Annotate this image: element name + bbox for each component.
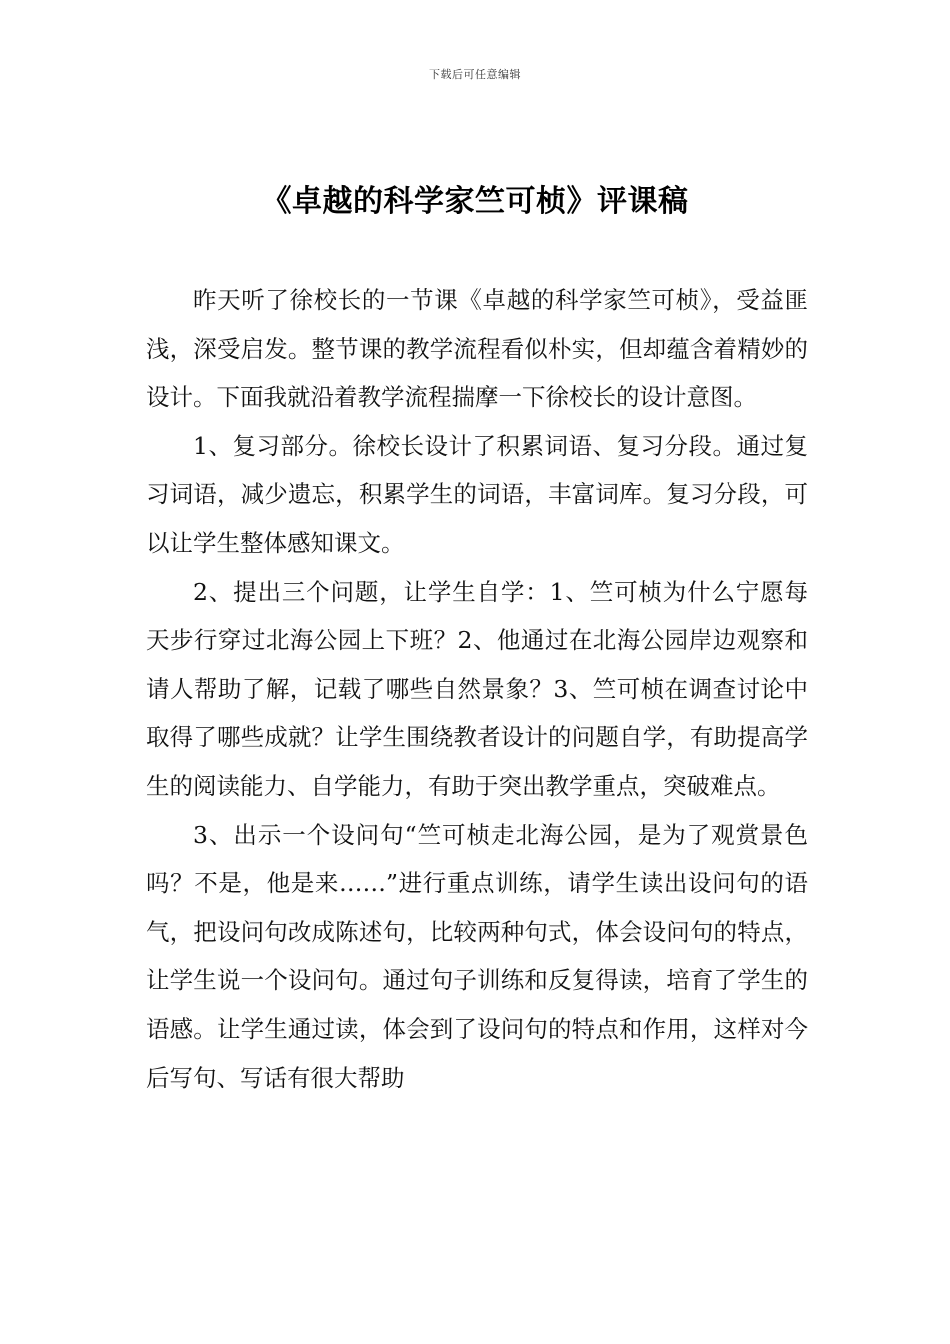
document-title: 《卓越的科学家竺可桢》评课稿 (261, 184, 689, 219)
paragraph-review: 1、复习部分。徐校长设计了积累词语、复习分段。通过复习词语，减少遗忘，积累学生的词语，丰富词库。复习分段，可以让学生整体感知课文。 (146, 431, 808, 557)
paragraph-intro: 昨天听了徐校长的一节课《卓越的科学家竺可桢》，受益匪浅，深受启发。整节课的教学流程看似朴实，但却蕴含着精妙的设计。下面我就沿着教学流程揣摩一下徐校长的设计意图。 (146, 286, 808, 412)
document-body (146, 276, 808, 1102)
paragraph-rhetorical-question: 3、出示一个设问句“竺可桢走北海公园，是为了观赏景色吗？不是，他是来……”进行重点训练，请学生读出设问句的语气，把设问句改成陈述句，比较两种句式，体会设问句的特点，让学生说一个设问句。通过句子训练和反复得读，培育了学生的语感。让学生通过读，体会到了设问句的特点和作用，这样对今后写句、写话有很大帮助 (146, 820, 808, 1092)
paragraph-questions: 2、提出三个问题，让学生自学：1、竺可桢为什么宁愿每天步行穿过北海公园上下班？2、他通过在北海公园岸边观察和请人帮助了解，记载了哪些自然景象？3、竺可桢在调查讨论中取得了哪些成就？让学生围绕教者设计的问题自学，有助提高学生的阅读能力、自学能力，有助于突出教学重点，突破难点。 (146, 577, 808, 800)
header-note: 下载后可任意编辑 (429, 68, 521, 81)
